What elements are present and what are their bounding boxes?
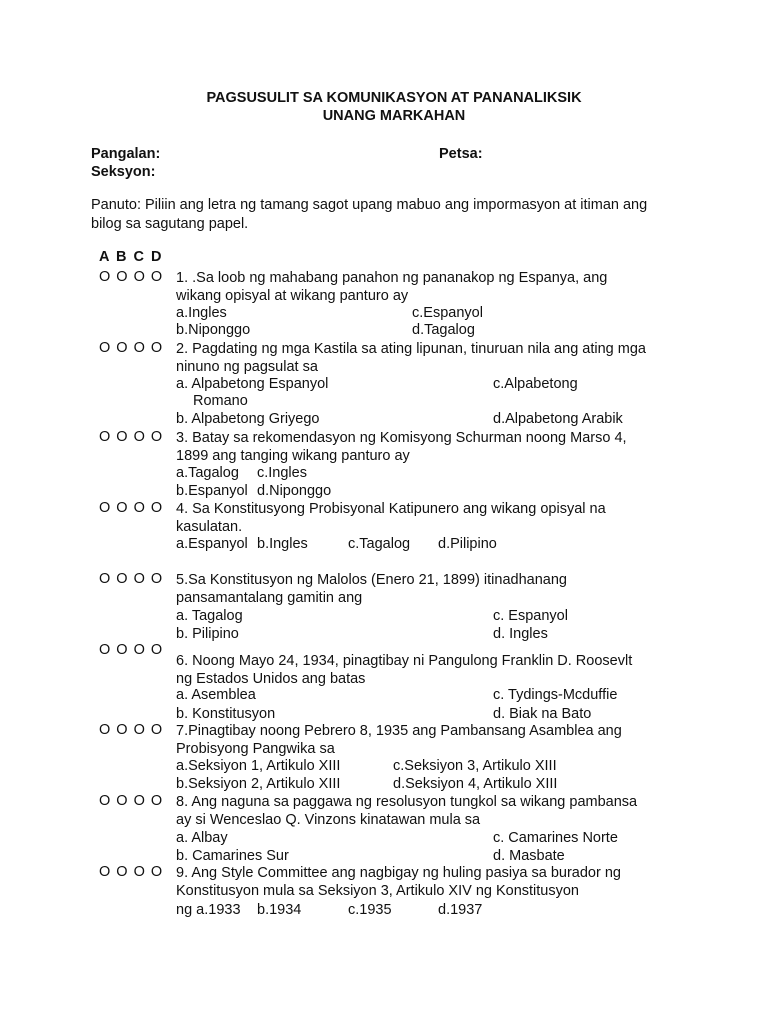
name-label: Pangalan: [91, 146, 161, 162]
option-a: a. Alpabetong Espanyol [176, 376, 329, 392]
option-b: b.Ingles [257, 536, 308, 552]
option-c: c. Espanyol [493, 608, 568, 624]
option-c: c.Ingles [257, 465, 307, 481]
answer-bubbles[interactable]: O O O O [99, 642, 164, 658]
option-d: d.Alpabetong Arabik [493, 411, 623, 427]
option-c: c. Camarines Norte [493, 830, 618, 846]
question-stem: 2. Pagdating ng mga Kastila sa ating lipunan, tinuruan nila ang ating mga ninuno ng pagsulat sa [176, 341, 646, 375]
exam-title: PAGSUSULIT SA KOMUNIKASYON AT PANANALIKSIK [206, 90, 582, 106]
option-d: d. Masbate [493, 848, 565, 864]
option-a: ng a.1933 [176, 902, 241, 918]
option-c: c.1935 [348, 902, 392, 918]
question-stem: 1. .Sa loob ng mahabang panahon ng pananakop ng Espanya, ang wikang opisyal at wikang panturo ay [176, 270, 608, 304]
option-b: b. Camarines Sur [176, 848, 289, 864]
date-label: Petsa: [439, 146, 483, 162]
question-stem: 3. Batay sa rekomendasyon ng Komisyong Schurman noong Marso 4, 1899 ang tanging wikang panturo ay [176, 430, 627, 464]
option-d: d. Ingles [493, 626, 548, 642]
question-stem: 5.Sa Konstitusyon ng Malolos (Enero 21, 1899) itinadhanang pansamantalang gamitin ang [176, 572, 567, 606]
question-stem: 8. Ang naguna sa paggawa ng resolusyon tungkol sa wikang pambansa ay si Wenceslao Q. Vinzons kinatawan mula sa [176, 794, 638, 828]
answer-bubbles[interactable]: O O O O [99, 269, 164, 285]
instructions: Panuto: Piliin ang letra ng tamang sagot upang mabuo ang impormasyon at itiman ang bilog sa sagutang papel. [91, 197, 648, 232]
option-d: d.1937 [438, 902, 483, 918]
option-b: b.Espanyol [176, 483, 248, 499]
option-b: b.Seksiyon 2, Artikulo XIII [176, 776, 341, 792]
option-d: d.Seksiyon 4, Artikulo XIII [393, 776, 558, 792]
option-c: c.Alpabetong [493, 376, 578, 392]
option-a: a.Ingles [176, 305, 227, 321]
exam-subtitle: UNANG MARKAHAN [322, 108, 466, 124]
answer-choice-header: A B C D [99, 249, 163, 265]
option-a: a.Tagalog [176, 465, 239, 481]
option-a: a. Albay [176, 830, 228, 846]
answer-bubbles[interactable]: O O O O [99, 500, 164, 516]
option-d: d.Pilipino [438, 536, 497, 552]
question-stem: 7.Pinagtibay noong Pebrero 8, 1935 ang Pambansang Asamblea ang Probisyong Pangwika sa [176, 723, 622, 757]
answer-bubbles[interactable]: O O O O [99, 429, 164, 445]
option-d: d.Niponggo [257, 483, 332, 499]
option-c: c. Tydings-Mcduffie [493, 687, 618, 703]
option-c: c.Tagalog [348, 536, 411, 552]
option-b: b.Niponggo [176, 322, 251, 338]
answer-bubbles[interactable]: O O O O [99, 571, 164, 587]
answer-bubbles[interactable]: O O O O [99, 340, 164, 356]
option-a: a.Espanyol [176, 536, 248, 552]
option-c-continued: Romano [193, 393, 248, 409]
answer-bubbles[interactable]: O O O O [99, 864, 164, 880]
option-a: a. Tagalog [176, 608, 243, 624]
option-c: c.Espanyol [412, 305, 483, 321]
option-b: b. Pilipino [176, 626, 239, 642]
question-stem: 4. Sa Konstitusyong Probisyonal Katipunero ang wikang opisyal na kasulatan. [176, 501, 606, 535]
option-a: a.Seksiyon 1, Artikulo XIII [176, 758, 341, 774]
option-c: c.Seksiyon 3, Artikulo XIII [393, 758, 557, 774]
question-stem: 9. Ang Style Committee ang nagbigay ng huling pasiya sa burador ng Konstitusyon mula sa Seksiyon 3, Artikulo XIV ng Konstitusyon [176, 865, 621, 899]
answer-bubbles[interactable]: O O O O [99, 793, 164, 809]
option-d: d. Biak na Bato [493, 706, 592, 722]
option-d: d.Tagalog [412, 322, 475, 338]
section-label: Seksyon: [91, 164, 156, 180]
option-b: b. Konstitusyon [176, 706, 276, 722]
option-b: b.1934 [257, 902, 302, 918]
option-a: a. Asemblea [176, 687, 256, 703]
answer-bubbles[interactable]: O O O O [99, 722, 164, 738]
option-b: b. Alpabetong Griyego [176, 411, 320, 427]
question-stem: 6. Noong Mayo 24, 1934, pinagtibay ni Pangulong Franklin D. Roosevlt ng Estados Unidos ang batas [176, 653, 633, 687]
